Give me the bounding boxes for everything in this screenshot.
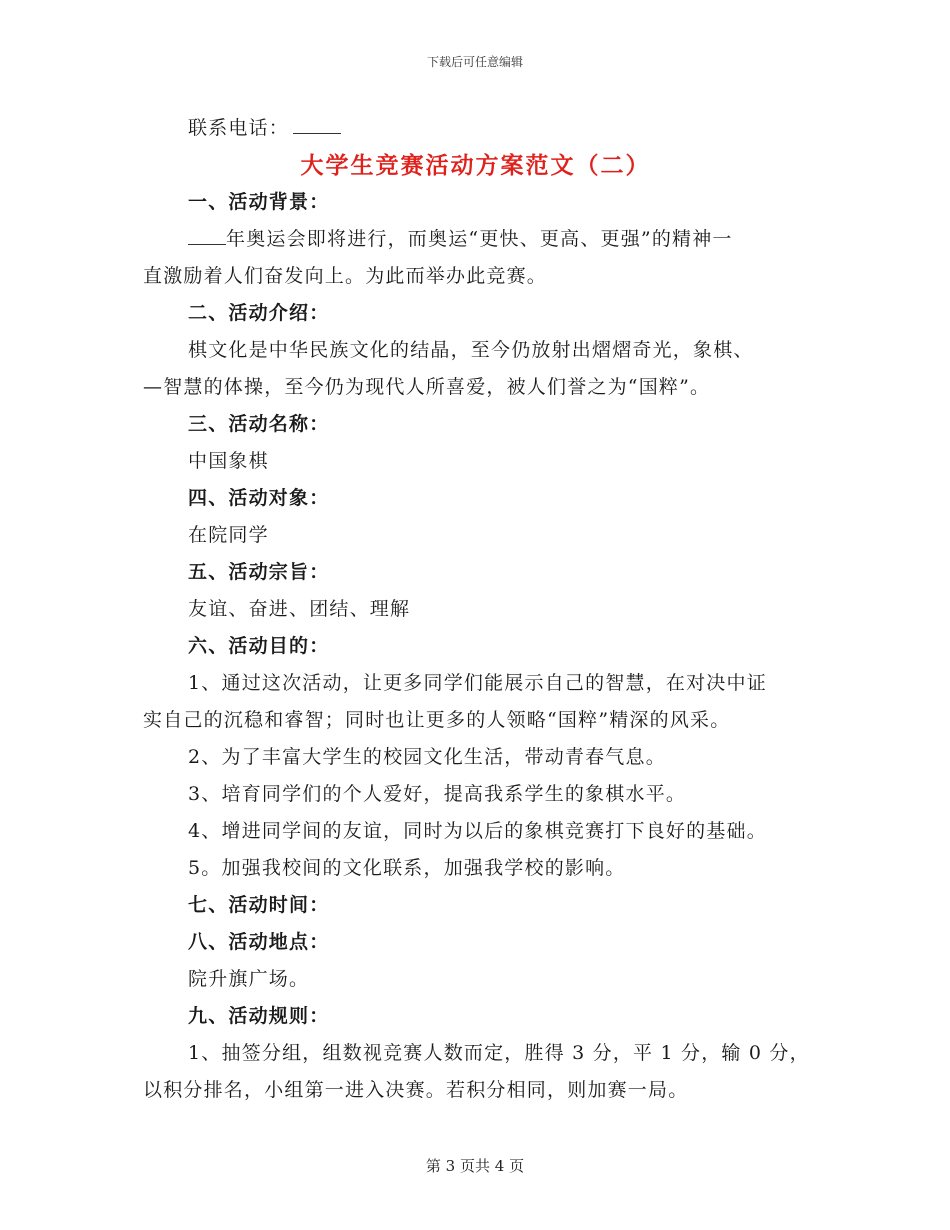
section-8-text: 院升旗广场。 bbox=[188, 968, 310, 990]
objective-3: 3、培育同学们的个人爱好，提高我系学生的象棋水平。 bbox=[188, 783, 687, 805]
section-3-heading: 三、活动名称： bbox=[188, 413, 330, 435]
section-6-heading: 六、活动目的： bbox=[188, 635, 330, 657]
year-blank bbox=[188, 226, 226, 245]
contact-label: 联系电话： bbox=[188, 117, 290, 139]
section-9-heading: 九、活动规则： bbox=[188, 1005, 330, 1027]
section-4-heading: 四、活动对象： bbox=[188, 487, 330, 509]
section-1-text-a: 年奥运会即将进行，而奥运“更快、更高、更强”的精神一 bbox=[226, 228, 733, 250]
rule-1-line-2: 以积分排名，小组第一进入决赛。若积分相同，则加赛一局。 bbox=[143, 1079, 689, 1101]
section-1-paragraph-line-2: 直激励着人们奋发向上。为此而举办此竞赛。 bbox=[143, 265, 548, 287]
objective-1-line-2: 实自己的沉稳和睿智；同时也让更多的人领略“国粹”精深的风采。 bbox=[143, 709, 731, 731]
objective-5: 5。加强我校间的文化联系，加强我学校的影响。 bbox=[188, 857, 626, 879]
rule-1-line-1: 1、抽签分组，组数视竞赛人数而定，胜得 3 分，平 1 分，输 0 分， bbox=[188, 1042, 810, 1064]
section-2-heading: 二、活动介绍： bbox=[188, 302, 330, 324]
objective-2: 2、为了丰富大学生的校园文化生活，带动青春气息。 bbox=[188, 746, 666, 768]
page-footer: 第 3 页共 4 页 bbox=[425, 1157, 525, 1175]
page-header: 下载后可任意编辑 bbox=[426, 55, 523, 69]
section-3-text: 中国象棋 bbox=[188, 450, 269, 472]
section-4-text: 在院同学 bbox=[188, 524, 269, 546]
document-body bbox=[143, 110, 808, 1109]
document-title: 大学生竞赛活动方案范文（二） bbox=[300, 152, 651, 179]
section-1-paragraph-line-1 bbox=[143, 221, 808, 258]
objective-4: 4、增进同学间的友谊，同时为以后的象棋竞赛打下良好的基础。 bbox=[188, 820, 767, 842]
section-5-heading: 五、活动宗旨： bbox=[188, 561, 330, 583]
section-1-heading: 一、活动背景： bbox=[188, 191, 330, 213]
contact-blank bbox=[293, 115, 341, 134]
section-8-heading: 八、活动地点： bbox=[188, 931, 330, 953]
section-2-paragraph-line-2: —智慧的体操，至今仍为现代人所喜爱，被人们誉之为“国粹”。 bbox=[143, 376, 711, 398]
contact-line bbox=[143, 110, 808, 147]
section-5-text: 友谊、奋进、团结、理解 bbox=[188, 598, 411, 620]
section-2-paragraph-line-1: 棋文化是中华民族文化的结晶，至今仍放射出熠熠奇光，象棋、 bbox=[188, 339, 754, 361]
section-7-heading: 七、活动时间： bbox=[188, 894, 330, 916]
objective-1-line-1: 1、通过这次活动，让更多同学们能展示自己的智慧，在对决中证 bbox=[188, 672, 767, 694]
